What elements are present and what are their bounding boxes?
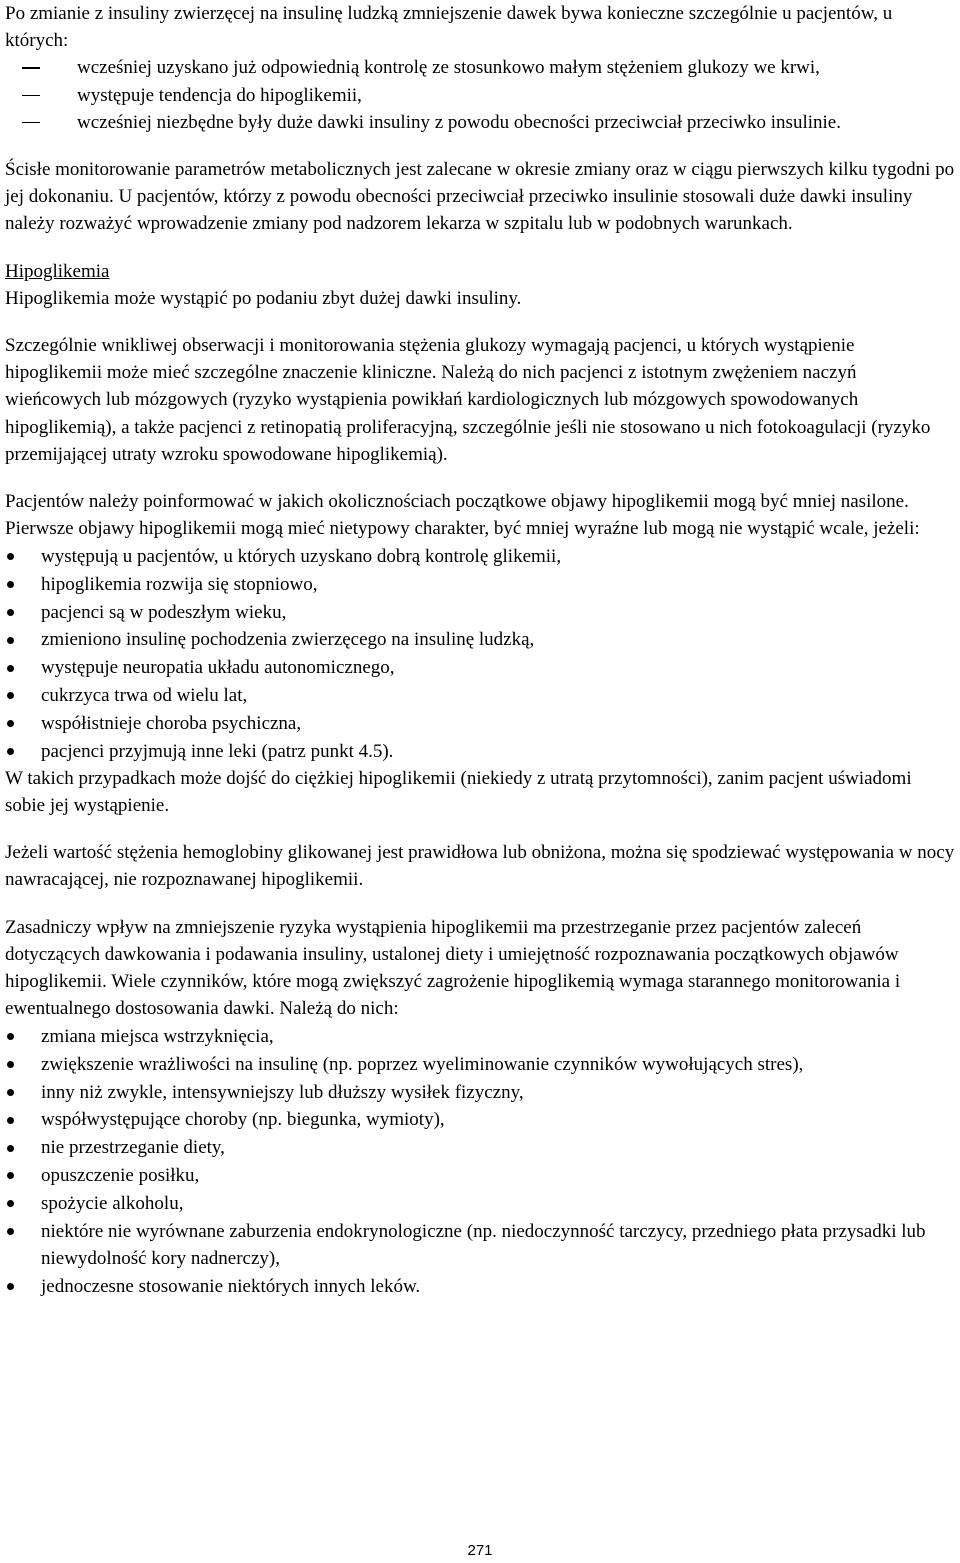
paragraph-hemoglobin: Jeżeli wartość stężenia hemoglobiny glikowanej jest prawidłowa lub obniżona, można się spodziewać występowania w nocy nawracającej, nie rozpoznawanej hipoglikemii. xyxy=(5,842,955,891)
bullet-list-item: współistnieje choroba psychiczna, xyxy=(5,709,955,737)
section-heading-hipoglikemia: Hipoglikemia xyxy=(5,260,110,282)
bullet-list-item: nie przestrzeganie diety, xyxy=(5,1134,955,1162)
bullet-list-item: pacjenci przyjmują inne leki (patrz punkt 4.5). xyxy=(5,737,955,765)
bullet-list-item: występuje neuropatia układu autonomicznego, xyxy=(5,654,955,682)
paragraph-dose-reduction: Po zmianie z insuliny zwierzęcej na insulinę ludzką zmniejszenie dawek bywa konieczne szczególnie u pacjentów, u których: xyxy=(5,3,893,52)
dash-list xyxy=(5,54,955,136)
paragraph-risk-factors: Zasadniczy wpływ na zmniejszenie ryzyka wystąpienia hipoglikemii ma przestrzeganie przez pacjentów zaleceń dotyczących dawkowania i podawania insuliny, ustalonej diety i umiejętność rozpoznawania początkowych objawów hipoglikemii. Wiele czynników, które mogą zwiększyć zagrożenie hipoglikemią wymaga starannego monitorowania i ewentualnego dostosowania dawki. Należą do nich: xyxy=(5,916,901,1020)
paragraph-hypoglycemia-intro: Hipoglikemia może wystąpić po podaniu zbyt dużej dawki insuliny. xyxy=(5,287,522,309)
bullet-list-item: zmieniono insulinę pochodzenia zwierzęcego na insulinę ludzką, xyxy=(5,626,955,654)
paragraph-severe-hypoglycemia: W takich przypadkach może dojść do ciężkiej hipoglikemii (niekiedy z utratą przytomności), zanim pacjent uświadomi sobie jej wystąpienie. xyxy=(5,767,912,817)
bullet-list-symptoms xyxy=(5,542,955,764)
paragraph-monitoring: Ścisłe monitorowanie parametrów metabolicznych jest zalecane w okresie zmiany oraz w ciągu pierwszych kilku tygodni po jej dokonaniu. U pacjentów, którzy z powodu obecności przeciwciał przeciwko insulinie stosowali duże dawki insuliny należy rozważyć wprowadzenie zmiany pod nadzorem lekarza w szpitalu lub w podobnych warunkach. xyxy=(5,159,955,235)
bullet-list-item: hipoglikemia rozwija się stopniowo, xyxy=(5,570,955,598)
bullet-list-item: cukrzyca trwa od wielu lat, xyxy=(5,681,955,709)
page-number: 271 xyxy=(467,1542,493,1559)
bullet-list-item: spożycie alkoholu, xyxy=(5,1189,955,1217)
document-page xyxy=(5,0,955,1300)
paragraph-patient-information: Pacjentów należy poinformować w jakich okolicznościach początkowe objawy hipoglikemii mogą być mniej nasilone. Pierwsze objawy hipoglikemii mogą mieć nietypowy charakter, być mniej wyraźne lub mogą nie wystąpić wcale, jeżeli: xyxy=(5,491,920,540)
dash-list-item: wcześniej uzyskano już odpowiednią kontrolę ze stosunkowo małym stężeniem glukozy we krwi, xyxy=(5,54,955,81)
bullet-list-item: opuszczenie posiłku, xyxy=(5,1161,955,1189)
dash-list-item: wcześniej niezbędne były duże dawki insuliny z powodu obecności przeciwciał przeciwko insulinie. xyxy=(5,109,955,136)
paragraph-observation: Szczególnie wnikliwej obserwacji i monitorowania stężenia glukozy wymagają pacjenci, u których wystąpienie hipoglikemii może mieć szczególne znaczenie kliniczne. Należą do nich pacjenci z istotnym zwężeniem naczyń wieńcowych lub mózgowych (ryzyko wystąpienia powikłań kardiologicznych lub mózgowych spowodowanych hipoglikemią), a także pacjenci z retinopatią proliferacyjną, szczególnie jeśli nie stosowano u nich fotokoagulacji (ryzyko przemijającej utraty wzroku spowodowane hipoglikemią). xyxy=(5,335,931,465)
dash-list-item: występuje tendencja do hipoglikemii, xyxy=(5,82,955,109)
bullet-list-item: jednoczesne stosowanie niektórych innych leków. xyxy=(5,1272,955,1300)
bullet-list-item: niektóre nie wyrównane zaburzenia endokrynologiczne (np. niedoczynność tarczycy, przedniego płata przysadki lub niewydolność kory nadnerczy), xyxy=(5,1217,955,1272)
bullet-list-risk-factors xyxy=(5,1022,955,1299)
bullet-list-item: występują u pacjentów, u których uzyskano dobrą kontrolę glikemii, xyxy=(5,542,955,570)
bullet-list-item: pacjenci są w podeszłym wieku, xyxy=(5,598,955,626)
bullet-list-item: zwiększenie wrażliwości na insulinę (np. poprzez wyeliminowanie czynników wywołujących stres), xyxy=(5,1050,955,1078)
bullet-list-item: współwystępujące choroby (np. biegunka, wymioty), xyxy=(5,1106,955,1134)
bullet-list-item: zmiana miejsca wstrzyknięcia, xyxy=(5,1022,955,1050)
bullet-list-item: inny niż zwykle, intensywniejszy lub dłuższy wysiłek fizyczny, xyxy=(5,1078,955,1106)
